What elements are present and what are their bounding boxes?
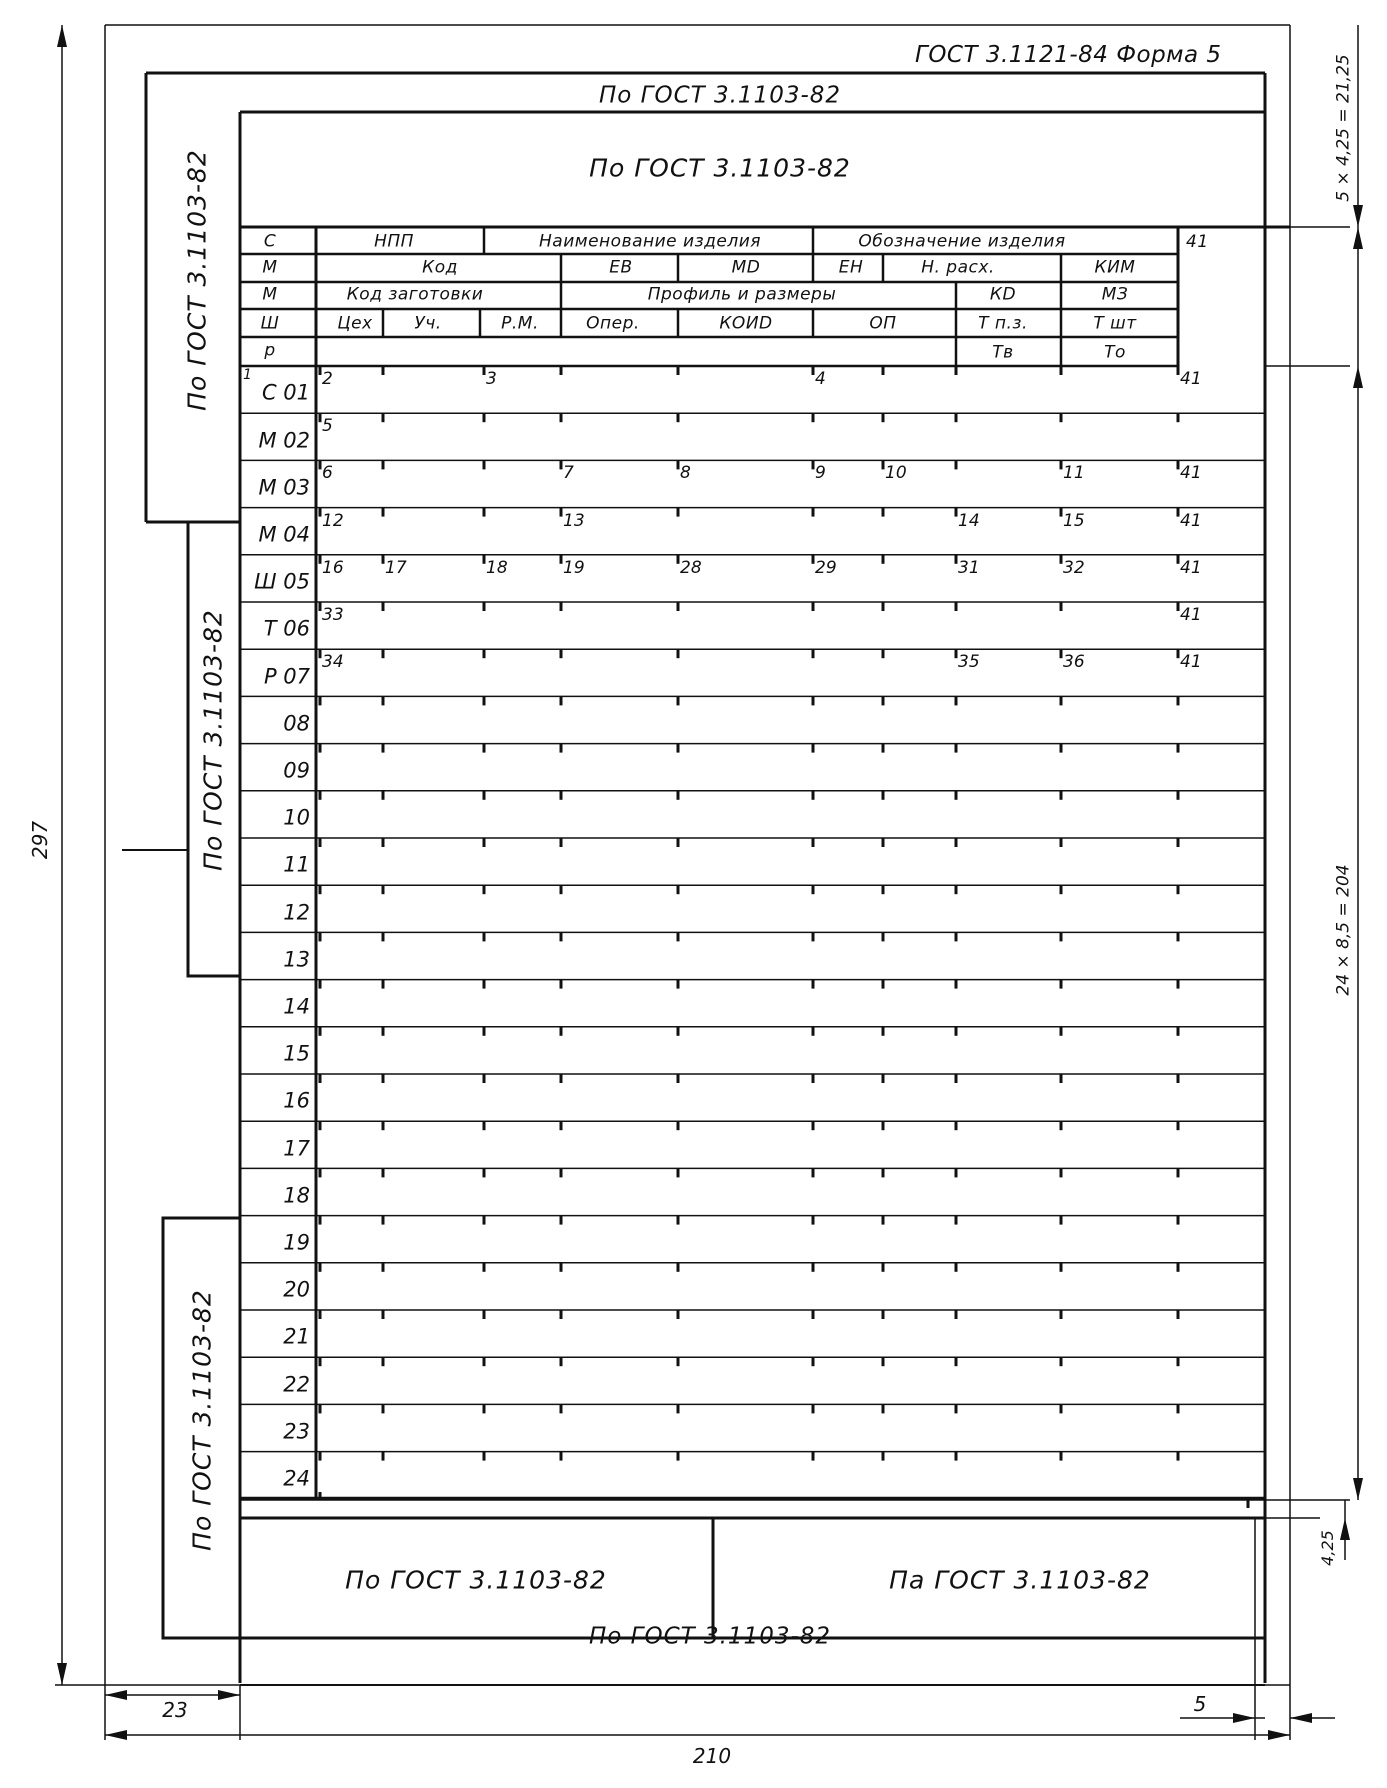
row-label-1: С 01 [261,380,310,405]
cell-number-8: 8 [680,463,691,484]
row-label-5: Ш 05 [254,569,310,594]
row-label-15: 15 [283,1041,310,1066]
cell-number-34: 34 [322,652,344,673]
dim-body-arrow-bottom [1353,1478,1363,1500]
row-label-11: 11 [283,852,310,877]
row-label-21: 21 [283,1324,310,1349]
row-label-13: 13 [283,947,310,972]
header-41: 41 [1186,232,1209,252]
row-label-12: 12 [283,900,310,925]
dim-right-arrow-a [1233,1713,1255,1723]
row-letter-1: С [263,231,277,252]
row-label-22: 22 [283,1372,310,1397]
dim-height: 297 [28,820,52,860]
tpz-header: Т п.з. [978,313,1028,334]
row-label-10: 10 [283,805,310,830]
ref-footer-left: По ГОСТ 3.1103-82 [345,1565,607,1595]
row-letter-2: М [262,257,278,278]
cell-number-41: 41 [1180,605,1202,625]
dim-header-arrow-b [1353,227,1363,249]
dim-left-arrow-a [105,1690,127,1700]
section-header: Уч. [414,313,442,334]
to-header: То [1104,342,1126,363]
shop-header: Цех [337,313,373,334]
row-label-20: 20 [283,1277,310,1302]
cell-number-6: 6 [322,463,333,484]
cell-number-41: 41 [1180,369,1202,389]
row-label-4: М 04 [258,522,310,547]
tv-header: Тв [992,342,1014,363]
dim-height-arrow-top [57,25,67,47]
dim-width-arrow-right [1268,1730,1290,1740]
product-designation-header: Обозначение изделия [858,231,1066,252]
dim-right-margin: 5 [1193,1692,1207,1716]
cell-number-10: 10 [885,463,907,484]
ref-footer-right: Па ГОСТ 3.1103-82 [889,1565,1151,1595]
blank-code-header: Код заготовки [346,284,484,305]
product-name-header: Наименование изделия [539,231,761,252]
cell-number-41: 41 [1180,652,1202,673]
cell-number-5: 5 [322,416,333,437]
cell-number-4: 4 [815,369,826,389]
cell-number-3: 3 [486,369,497,389]
dim-footer-height: 4,25 [1318,1530,1337,1566]
cell-number-12: 12 [322,510,344,531]
cell-number-33: 33 [322,605,344,625]
en-header: ЕН [838,257,864,278]
cell-number-28: 28 [680,557,702,578]
ref-top-strip: По ГОСТ 3.1103-82 [598,82,842,109]
row-label-6: Т 06 [263,616,310,641]
cell-number-17: 17 [385,557,407,578]
cell-number-14: 14 [958,510,980,531]
dim-width: 210 [692,1744,732,1768]
ref-left-upper: По ГОСТ 3.1103-82 [182,149,212,411]
cell-number-9: 9 [815,463,826,484]
row-letter-4: Ш [260,313,280,334]
cell-number-32: 32 [1063,557,1085,578]
cell-number-15: 15 [1063,510,1085,531]
cell-number-19: 19 [563,557,585,578]
ref-left-lower: По ГОСТ 3.1103-82 [187,1289,217,1551]
profile-header: Профиль и размеры [647,284,837,305]
row-label-2: М 02 [258,428,310,453]
cell-number-7: 7 [563,463,574,484]
dim-body-arrow-top [1353,366,1363,388]
md-header: МD [731,257,761,278]
op-header: ОП [869,313,897,334]
kim-header: КИМ [1094,257,1136,278]
dim-left-arrow-b [218,1690,240,1700]
row-label-8: 08 [283,711,310,736]
tsht-header: Т шт [1093,313,1137,334]
dim-width-arrow-left [105,1730,127,1740]
dim-header-arrow [1353,205,1363,227]
dim-height-arrow-bottom [57,1663,67,1685]
row-letter-3: М [262,284,278,305]
dim-body-height: 24 × 8,5 = 204 [1333,864,1354,996]
cell-number-2: 2 [322,369,333,389]
row-label-18: 18 [283,1183,310,1208]
ref-header-block: По ГОСТ 3.1103-82 [589,153,851,183]
cell-number-41: 41 [1180,463,1202,484]
cell-number-31: 31 [958,557,980,578]
cell-number-41: 41 [1180,510,1202,531]
row-label-7: Р 07 [263,664,310,689]
npp-header: НПП [374,231,414,252]
koid-header: КОИD [719,313,773,334]
cell-number-1: 1 [243,367,252,383]
ref-left-middle: По ГОСТ 3.1103-82 [198,609,228,871]
row-label-9: 09 [283,758,310,783]
dim-footer-arrow [1340,1518,1350,1540]
ev-header: ЕВ [609,257,633,278]
row-label-14: 14 [283,994,310,1019]
row-label-16: 16 [283,1088,310,1113]
cell-number-18: 18 [486,557,508,578]
code-header: Код [422,257,458,278]
row-letter-5: р [264,340,276,361]
ref-bottom-strip: По ГОСТ 3.1103-82 [588,1623,832,1650]
cell-number-35: 35 [958,652,980,673]
cell-number-36: 36 [1063,652,1085,673]
row-label-24: 24 [283,1466,310,1491]
cell-number-13: 13 [563,510,585,531]
dim-right-arrow-b [1290,1713,1312,1723]
row-label-3: М 03 [258,475,310,500]
dim-header-height: 5 × 4,25 = 21,25 [1333,54,1354,202]
operation-header: Опер. [586,313,640,334]
row-label-17: 17 [283,1136,310,1161]
cell-number-16: 16 [322,557,344,578]
form-title: ГОСТ 3.1121-84 Форма 5 [915,42,1222,68]
cell-number-29: 29 [815,557,837,578]
workplace-header: Р.М. [501,313,539,334]
row-label-19: 19 [283,1230,310,1255]
consumption-rate-header: Н. расх. [921,257,995,278]
row-label-23: 23 [283,1419,310,1444]
cell-number-41: 41 [1180,557,1202,578]
kd-header: КD [989,284,1017,305]
dim-left-margin: 23 [162,1698,188,1722]
mz-header: МЗ [1101,284,1129,305]
cell-number-11: 11 [1063,463,1085,484]
